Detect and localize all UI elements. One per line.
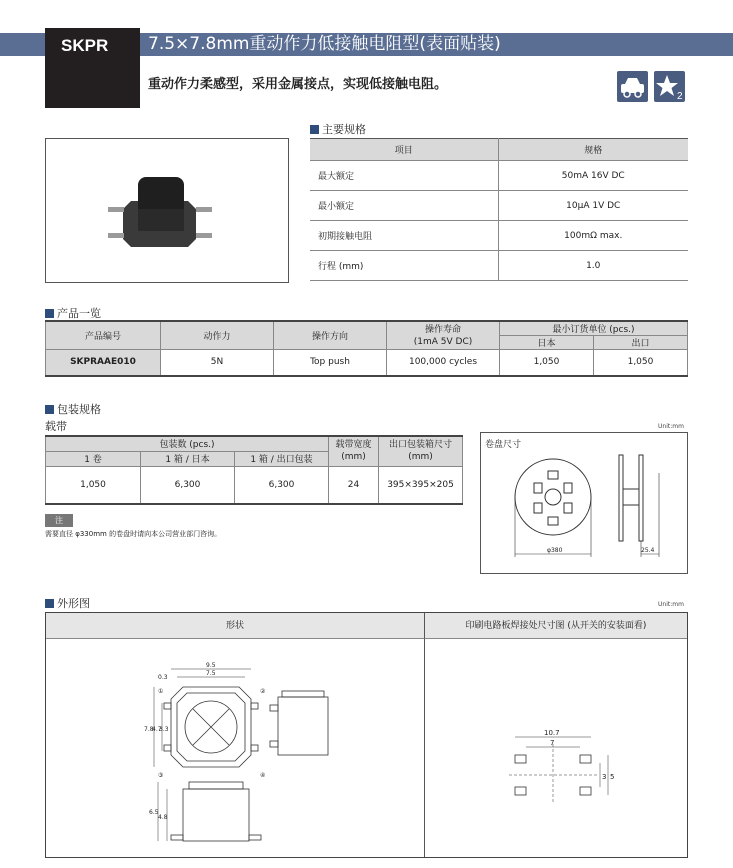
specs-section-title: 主要规格 [310,121,366,137]
table-row: 最小额定 10μA 1V DC [310,191,688,221]
badge-star-number: 2 [677,91,683,102]
car-icon [617,71,648,102]
shape-drawing [46,639,424,857]
outline-unit: Unit:mm [658,601,684,608]
dim-7-5: 7.5 [206,670,216,677]
table-row: 行程 (mm) 1.0 [310,251,688,281]
header-band-left [0,33,45,56]
packing-section-title: 包装规格 [45,401,101,417]
pcb-dim-10-7: 10.7 [544,729,560,737]
series-code: SKPR [45,28,140,108]
dim-0-3: 0.3 [158,674,168,681]
table-row: 最大额定 50mA 16V DC [310,161,688,191]
specs-table: 项目 规格 最大额定 50mA 16V DC 最小额定 10μA 1V DC 初期接触电阻 100mΩ max. 行程 (mm) 1.0 [310,138,688,281]
shape-header: 形状 [46,613,424,639]
table-row: SKPRAAE010 5N Top push 100,000 cycles 1,050 1,050 [46,350,688,376]
terminal-2: ② [260,688,266,695]
pcb-dim-3: 3 [602,773,607,781]
pcb-dim-7: 7 [550,739,555,747]
pcb-dim-5: 5 [610,773,615,781]
terminal-3: ③ [158,772,164,779]
table-row: 初期接触电阻 100mΩ max. [310,221,688,251]
table-row: 1,050 6,300 6,300 24 395×395×205 [46,466,463,504]
star-2-icon [654,71,685,102]
pcb-header: 印刷电路板焊接处尺寸图 (从开关的安装面看) [424,613,687,639]
reel-width-label: 25.4 [641,547,655,554]
dim-4-8: 4.8 [158,814,168,821]
reel-unit: Unit:mm [658,423,684,430]
page-subtitle: 重动作力柔感型，采用金属接点，实现低接触电阻。 [148,77,448,92]
dim-6-5: 6.5 [149,809,159,816]
product-photo [45,138,289,283]
outline-frame [45,612,688,858]
products-section-title: 产品一览 [45,305,101,321]
terminal-1: ① [158,688,164,695]
outline-section-title: 外形图 [45,595,90,611]
packing-sub: 载带 [45,420,67,433]
packing-table: 包装数 (pcs.) 载带宽度 (mm) 出口包装箱尺寸 (mm) 1 卷 1 箱 / 日本 1 箱 / 出口包装 1,050 6,300 6,300 24 395×395×205 [45,435,463,505]
terminal-4: ④ [260,772,266,779]
page-title: 7.5×7.8mm重动作力低接触电阻型(表面贴装) [140,33,733,56]
reel-title: 卷盘尺寸 [485,440,522,450]
dim-3-3: 3.3 [159,726,169,733]
note-tag: 注 [45,514,73,527]
pcb-drawing [425,639,687,857]
dim-4-7: 4.7 [152,726,162,733]
reel-diagram [480,432,688,574]
dim-9-5: 9.5 [206,662,216,669]
reel-diameter-label: φ380 [547,547,563,554]
packing-note: 需要直径 φ330mm 的卷盘时请向本公司营业部门咨询。 [45,530,222,538]
products-table: 产品编号 动作力 操作方向 操作寿命 (1mA 5V DC) 最小订货单位 (pcs.) 日本 出口 SKPRAAE010 5N Top push 100,000 cycles 1,050 1,050 [45,320,688,377]
dim-7-8: 7.8 [144,726,154,733]
